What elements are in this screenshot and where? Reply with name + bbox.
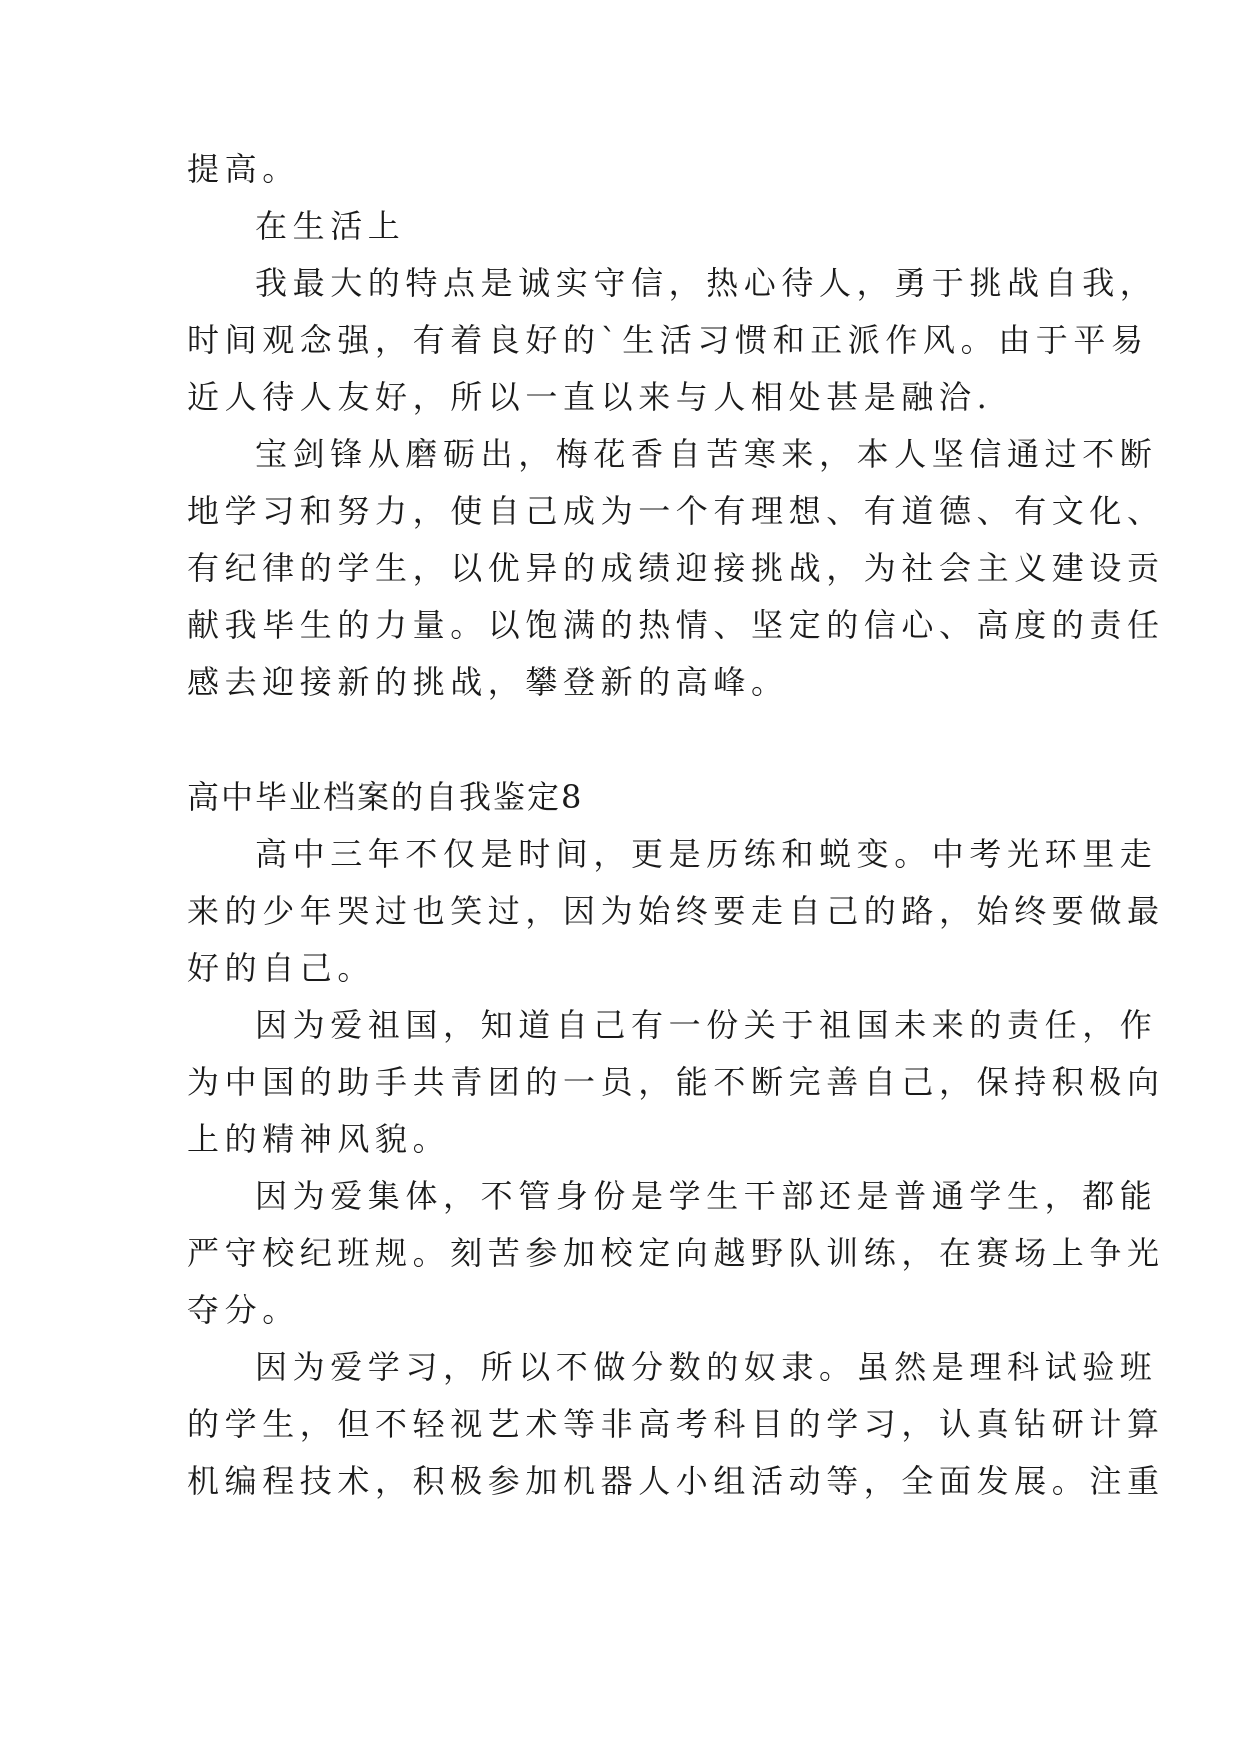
body-line: 时间观念强，有着良好的`生活习惯和正派作风。由于平易 [187, 321, 1149, 359]
body-line: 机编程技术，积极参加机器人小组活动等，全面发展。注重 [187, 1462, 1165, 1500]
body-line: 因为爱学习，所以不做分数的奴隶。虽然是理科试验班 [255, 1348, 1158, 1386]
body-line: 提高。 [187, 150, 300, 188]
body-line: 高中三年不仅是时间，更是历练和蜕变。中考光环里走 [255, 835, 1158, 873]
body-line: 严守校纪班规。刻苦参加校定向越野队训练，在赛场上争光 [187, 1234, 1165, 1272]
body-line: 夺分。 [187, 1291, 300, 1329]
body-line: 的学生，但不轻视艺术等非高考科目的学习，认真钻研计算 [187, 1405, 1165, 1443]
body-line: 好的自己。 [187, 949, 376, 987]
body-line: 宝剑锋从磨砺出，梅花香自苦寒来，本人坚信通过不断 [255, 435, 1158, 473]
section-title: 高中毕业档案的自我鉴定8 [187, 778, 584, 816]
body-line: 我最大的特点是诚实守信，热心待人，勇于挑战自我， [255, 264, 1158, 302]
body-line: 来的少年哭过也笑过，因为始终要走自己的路，始终要做最 [187, 892, 1165, 930]
body-line: 因为爱集体，不管身份是学生干部还是普通学生，都能 [255, 1177, 1158, 1215]
body-line: 为中国的助手共青团的一员，能不断完善自己，保持积极向 [187, 1063, 1165, 1101]
body-line: 因为爱祖国，知道自己有一份关于祖国未来的责任，作 [255, 1006, 1158, 1044]
body-line: 有纪律的学生，以优异的成绩迎接挑战，为社会主义建设贡 [187, 549, 1165, 587]
body-line: 上的精神风貌。 [187, 1120, 451, 1158]
body-line: 近人待人友好，所以一直以来与人相处甚是融洽. [187, 378, 993, 416]
body-line: 感去迎接新的挑战，攀登新的高峰。 [187, 663, 789, 701]
body-line: 地学习和努力，使自己成为一个有理想、有道德、有文化、 [187, 492, 1165, 530]
section-subheading: 在生活上 [255, 207, 406, 245]
body-line: 献我毕生的力量。以饱满的热情、坚定的信心、高度的责任 [187, 606, 1165, 644]
